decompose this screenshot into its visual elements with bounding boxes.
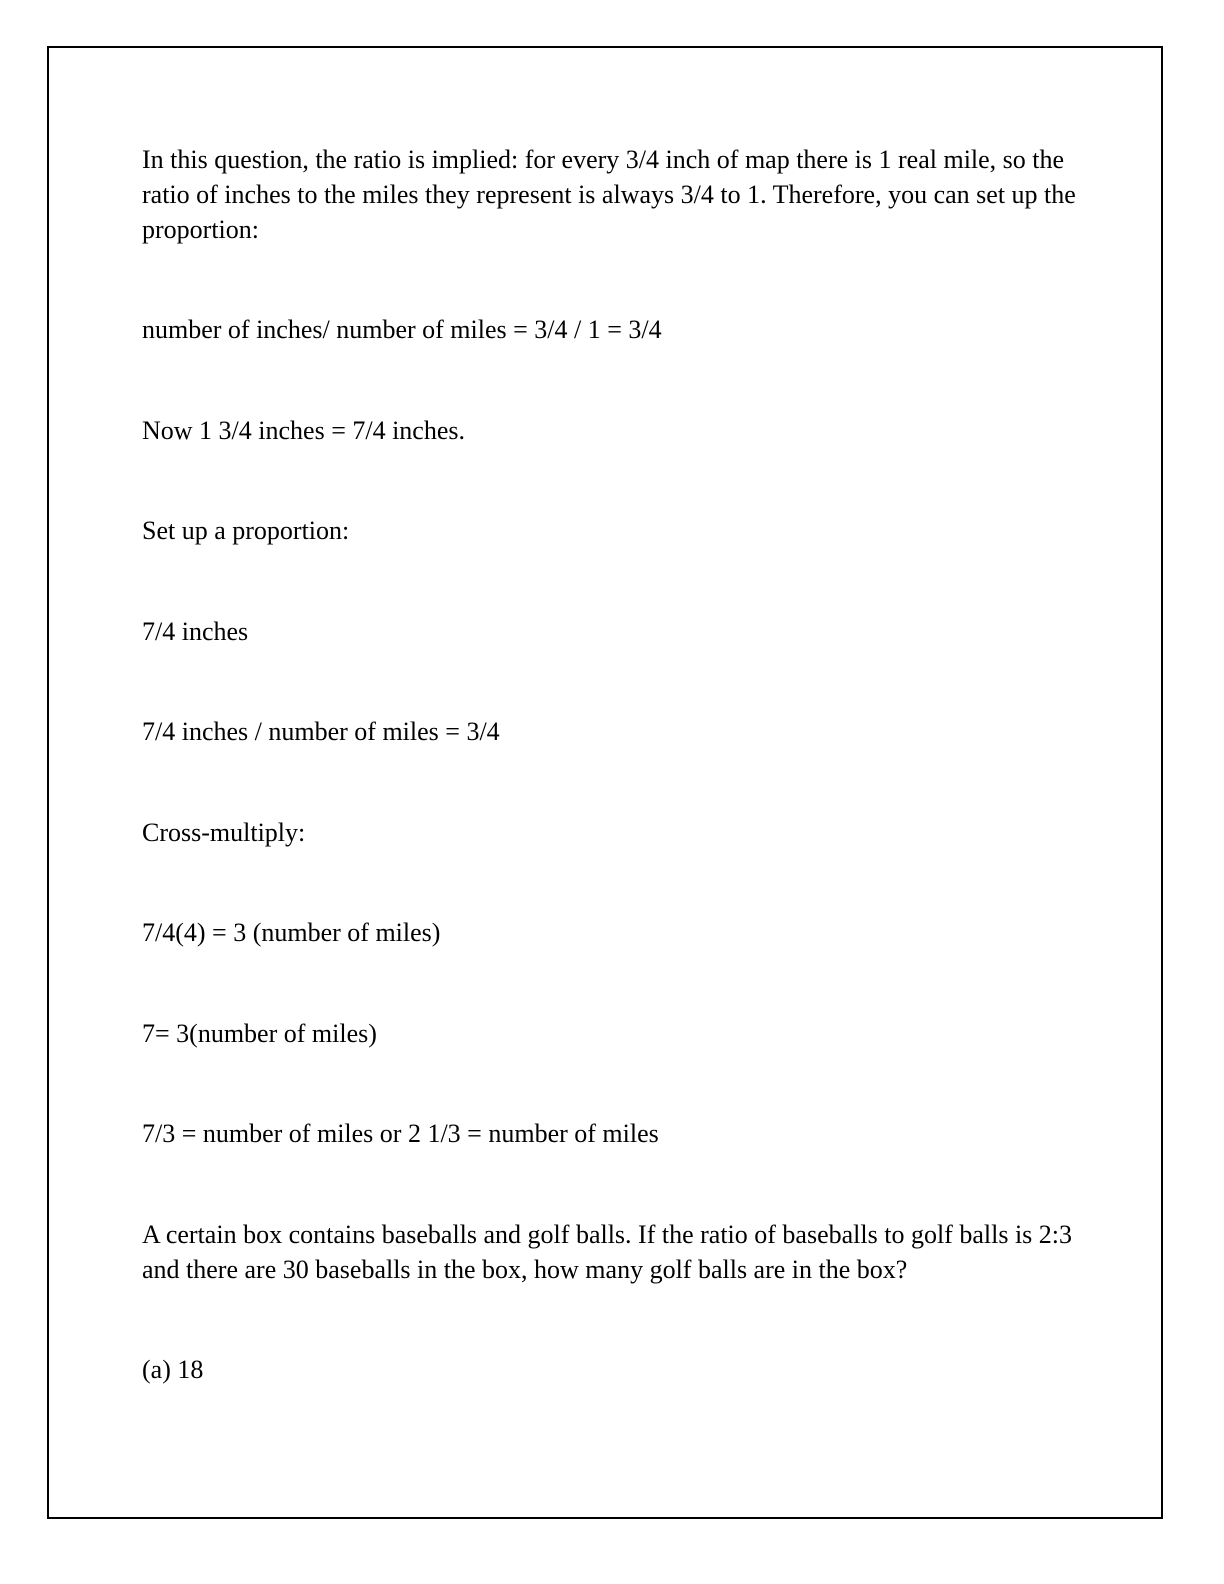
conversion-line: Now 1 3/4 inches = 7/4 inches.	[142, 416, 466, 445]
proportion-setup-equation: 7/4 inches / number of miles = 3/4	[142, 717, 500, 746]
proportion-equation: number of inches/ number of miles = 3/4 / 1 = 3/4	[142, 315, 662, 344]
setup-instruction: Set up a proportion:	[142, 516, 350, 545]
cross-multiply-step-2: 7= 3(number of miles)	[142, 1019, 377, 1048]
answer-choice-a: (a) 18	[142, 1355, 204, 1384]
page-border	[47, 46, 1163, 1519]
inches-value-line: 7/4 inches	[142, 617, 249, 646]
cross-multiply-instruction: Cross-multiply:	[142, 818, 306, 847]
solution-line: 7/3 = number of miles or 2 1/3 = number of miles	[142, 1119, 659, 1148]
cross-multiply-step-1: 7/4(4) = 3 (number of miles)	[142, 918, 441, 947]
question-paragraph: A certain box contains baseballs and golf balls. If the ratio of baseballs to golf balls is 2:3 and there are 30 baseballs in the box, how many golf balls are in the box?	[142, 1220, 1073, 1284]
ratio-explanation-paragraph: In this question, the ratio is implied: for every 3/4 inch of map there is 1 real mile, so the ratio of inches to the miles they represent is always 3/4 to 1. Therefore, you can set up the proportion:	[142, 145, 1076, 244]
